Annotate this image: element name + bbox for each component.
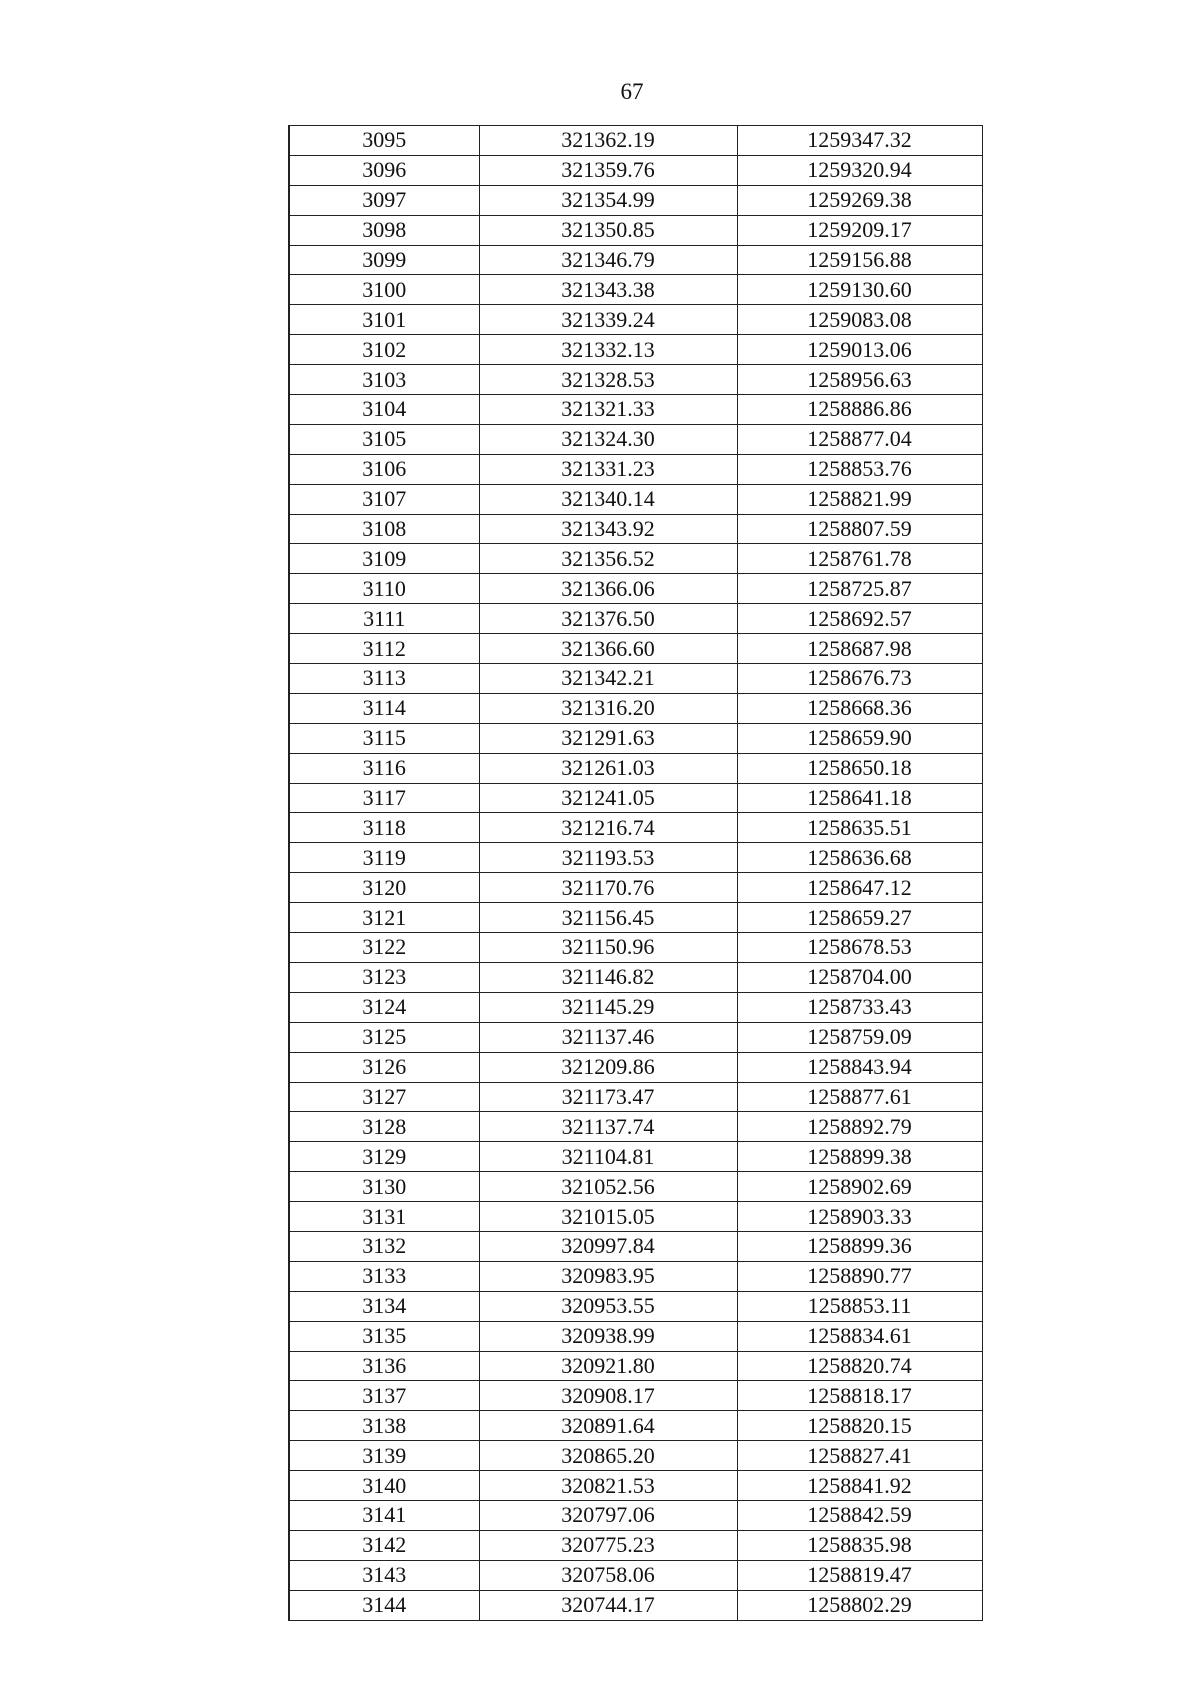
point-number-cell: 3110 — [289, 574, 479, 604]
table-row — [289, 1351, 982, 1381]
x-coordinate-cell: 321150.96 — [479, 933, 737, 963]
x-coordinate-cell: 321350.85 — [479, 215, 737, 245]
y-coordinate-cell: 1259130.60 — [737, 275, 982, 305]
x-coordinate-cell: 321339.24 — [479, 305, 737, 335]
x-coordinate-cell: 321216.74 — [479, 813, 737, 843]
point-number-cell: 3101 — [289, 305, 479, 335]
x-coordinate-cell: 320891.64 — [479, 1411, 737, 1441]
y-coordinate-cell: 1258841.92 — [737, 1471, 982, 1501]
table-row — [289, 1500, 982, 1530]
table-row — [289, 514, 982, 544]
point-number-cell: 3137 — [289, 1381, 479, 1411]
x-coordinate-cell: 321343.92 — [479, 514, 737, 544]
x-coordinate-cell: 321193.53 — [479, 843, 737, 873]
y-coordinate-cell: 1258899.36 — [737, 1231, 982, 1261]
y-coordinate-cell: 1258818.17 — [737, 1381, 982, 1411]
y-coordinate-cell: 1259347.32 — [737, 126, 982, 156]
point-number-cell: 3104 — [289, 395, 479, 425]
table-row — [289, 1471, 982, 1501]
table-row — [289, 634, 982, 664]
x-coordinate-cell: 321209.86 — [479, 1052, 737, 1082]
point-number-cell: 3141 — [289, 1500, 479, 1530]
y-coordinate-cell: 1258853.11 — [737, 1291, 982, 1321]
y-coordinate-cell: 1258636.68 — [737, 843, 982, 873]
table-row — [289, 424, 982, 454]
x-coordinate-cell: 321356.52 — [479, 544, 737, 574]
point-number-cell: 3129 — [289, 1142, 479, 1172]
point-number-cell: 3123 — [289, 962, 479, 992]
table-row — [289, 454, 982, 484]
table-row — [289, 1590, 982, 1620]
point-number-cell: 3125 — [289, 1022, 479, 1052]
table-row — [289, 275, 982, 305]
point-number-cell: 3096 — [289, 155, 479, 185]
y-coordinate-cell: 1259209.17 — [737, 215, 982, 245]
coordinates-table-body — [289, 126, 982, 1621]
point-number-cell: 3126 — [289, 1052, 479, 1082]
y-coordinate-cell: 1258641.18 — [737, 783, 982, 813]
x-coordinate-cell: 320921.80 — [479, 1351, 737, 1381]
y-coordinate-cell: 1258759.09 — [737, 1022, 982, 1052]
y-coordinate-cell: 1258650.18 — [737, 753, 982, 783]
y-coordinate-cell: 1258835.98 — [737, 1530, 982, 1560]
x-coordinate-cell: 321354.99 — [479, 185, 737, 215]
table-row — [289, 245, 982, 275]
point-number-cell: 3122 — [289, 933, 479, 963]
y-coordinate-cell: 1258819.47 — [737, 1560, 982, 1590]
y-coordinate-cell: 1258676.73 — [737, 664, 982, 694]
point-number-cell: 3143 — [289, 1560, 479, 1590]
x-coordinate-cell: 320983.95 — [479, 1261, 737, 1291]
x-coordinate-cell: 320758.06 — [479, 1560, 737, 1590]
point-number-cell: 3124 — [289, 992, 479, 1022]
table-row — [289, 1052, 982, 1082]
x-coordinate-cell: 321146.82 — [479, 962, 737, 992]
point-number-cell: 3103 — [289, 365, 479, 395]
y-coordinate-cell: 1258807.59 — [737, 514, 982, 544]
x-coordinate-cell: 320865.20 — [479, 1441, 737, 1471]
x-coordinate-cell: 320797.06 — [479, 1500, 737, 1530]
x-coordinate-cell: 321376.50 — [479, 604, 737, 634]
point-number-cell: 3142 — [289, 1530, 479, 1560]
x-coordinate-cell: 320744.17 — [479, 1590, 737, 1620]
y-coordinate-cell: 1258892.79 — [737, 1112, 982, 1142]
x-coordinate-cell: 321104.81 — [479, 1142, 737, 1172]
y-coordinate-cell: 1258725.87 — [737, 574, 982, 604]
point-number-cell: 3114 — [289, 693, 479, 723]
point-number-cell: 3135 — [289, 1321, 479, 1351]
table-row — [289, 903, 982, 933]
y-coordinate-cell: 1258843.94 — [737, 1052, 982, 1082]
x-coordinate-cell: 321362.19 — [479, 126, 737, 156]
x-coordinate-cell: 320908.17 — [479, 1381, 737, 1411]
x-coordinate-cell: 321052.56 — [479, 1172, 737, 1202]
point-number-cell: 3115 — [289, 723, 479, 753]
table-row — [289, 155, 982, 185]
x-coordinate-cell: 321366.60 — [479, 634, 737, 664]
y-coordinate-cell: 1258692.57 — [737, 604, 982, 634]
y-coordinate-cell: 1258890.77 — [737, 1261, 982, 1291]
point-number-cell: 3095 — [289, 126, 479, 156]
x-coordinate-cell: 321342.21 — [479, 664, 737, 694]
y-coordinate-cell: 1259013.06 — [737, 335, 982, 365]
point-number-cell: 3111 — [289, 604, 479, 634]
x-coordinate-cell: 321316.20 — [479, 693, 737, 723]
y-coordinate-cell: 1259156.88 — [737, 245, 982, 275]
table-row — [289, 753, 982, 783]
y-coordinate-cell: 1258902.69 — [737, 1172, 982, 1202]
table-row — [289, 335, 982, 365]
table-row — [289, 484, 982, 514]
y-coordinate-cell: 1258733.43 — [737, 992, 982, 1022]
table-row — [289, 574, 982, 604]
x-coordinate-cell: 321331.23 — [479, 454, 737, 484]
table-row — [289, 1231, 982, 1261]
point-number-cell: 3102 — [289, 335, 479, 365]
table-row — [289, 693, 982, 723]
y-coordinate-cell: 1258635.51 — [737, 813, 982, 843]
table-row — [289, 305, 982, 335]
table-row — [289, 1172, 982, 1202]
point-number-cell: 3131 — [289, 1202, 479, 1232]
table-row — [289, 1082, 982, 1112]
y-coordinate-cell: 1258956.63 — [737, 365, 982, 395]
table-row — [289, 544, 982, 574]
point-number-cell: 3136 — [289, 1351, 479, 1381]
point-number-cell: 3118 — [289, 813, 479, 843]
y-coordinate-cell: 1258704.00 — [737, 962, 982, 992]
y-coordinate-cell: 1258678.53 — [737, 933, 982, 963]
x-coordinate-cell: 321366.06 — [479, 574, 737, 604]
y-coordinate-cell: 1258668.36 — [737, 693, 982, 723]
coordinates-table — [288, 125, 983, 1621]
table-row — [289, 873, 982, 903]
point-number-cell: 3116 — [289, 753, 479, 783]
table-row — [289, 723, 982, 753]
y-coordinate-cell: 1258821.99 — [737, 484, 982, 514]
point-number-cell: 3134 — [289, 1291, 479, 1321]
point-number-cell: 3121 — [289, 903, 479, 933]
table-row — [289, 1202, 982, 1232]
y-coordinate-cell: 1258827.41 — [737, 1441, 982, 1471]
point-number-cell: 3144 — [289, 1590, 479, 1620]
table-row — [289, 1321, 982, 1351]
table-row — [289, 604, 982, 634]
table-row — [289, 1022, 982, 1052]
y-coordinate-cell: 1258903.33 — [737, 1202, 982, 1232]
table-row — [289, 1291, 982, 1321]
y-coordinate-cell: 1258820.15 — [737, 1411, 982, 1441]
table-row — [289, 783, 982, 813]
point-number-cell: 3107 — [289, 484, 479, 514]
x-coordinate-cell: 321291.63 — [479, 723, 737, 753]
table-row — [289, 1142, 982, 1172]
point-number-cell: 3120 — [289, 873, 479, 903]
point-number-cell: 3108 — [289, 514, 479, 544]
point-number-cell: 3138 — [289, 1411, 479, 1441]
y-coordinate-cell: 1258842.59 — [737, 1500, 982, 1530]
point-number-cell: 3097 — [289, 185, 479, 215]
x-coordinate-cell: 321137.74 — [479, 1112, 737, 1142]
point-number-cell: 3139 — [289, 1441, 479, 1471]
x-coordinate-cell: 320997.84 — [479, 1231, 737, 1261]
x-coordinate-cell: 321324.30 — [479, 424, 737, 454]
x-coordinate-cell: 321332.13 — [479, 335, 737, 365]
point-number-cell: 3100 — [289, 275, 479, 305]
x-coordinate-cell: 321343.38 — [479, 275, 737, 305]
table-row — [289, 185, 982, 215]
x-coordinate-cell: 320938.99 — [479, 1321, 737, 1351]
point-number-cell: 3099 — [289, 245, 479, 275]
y-coordinate-cell: 1258820.74 — [737, 1351, 982, 1381]
table-row — [289, 664, 982, 694]
table-row — [289, 1530, 982, 1560]
point-number-cell: 3105 — [289, 424, 479, 454]
point-number-cell: 3112 — [289, 634, 479, 664]
point-number-cell: 3098 — [289, 215, 479, 245]
y-coordinate-cell: 1258834.61 — [737, 1321, 982, 1351]
table-row — [289, 843, 982, 873]
x-coordinate-cell: 321173.47 — [479, 1082, 737, 1112]
y-coordinate-cell: 1259083.08 — [737, 305, 982, 335]
x-coordinate-cell: 320821.53 — [479, 1471, 737, 1501]
point-number-cell: 3128 — [289, 1112, 479, 1142]
y-coordinate-cell: 1258659.27 — [737, 903, 982, 933]
table-row — [289, 992, 982, 1022]
point-number-cell: 3130 — [289, 1172, 479, 1202]
table-row — [289, 1560, 982, 1590]
point-number-cell: 3133 — [289, 1261, 479, 1291]
x-coordinate-cell: 321015.05 — [479, 1202, 737, 1232]
table-row — [289, 1441, 982, 1471]
y-coordinate-cell: 1258659.90 — [737, 723, 982, 753]
table-row — [289, 126, 982, 156]
point-number-cell: 3117 — [289, 783, 479, 813]
y-coordinate-cell: 1258877.61 — [737, 1082, 982, 1112]
y-coordinate-cell: 1258853.76 — [737, 454, 982, 484]
x-coordinate-cell: 321241.05 — [479, 783, 737, 813]
table-row — [289, 1112, 982, 1142]
x-coordinate-cell: 321137.46 — [479, 1022, 737, 1052]
point-number-cell: 3109 — [289, 544, 479, 574]
point-number-cell: 3140 — [289, 1471, 479, 1501]
table-row — [289, 1261, 982, 1291]
table-row — [289, 962, 982, 992]
point-number-cell: 3119 — [289, 843, 479, 873]
y-coordinate-cell: 1259320.94 — [737, 155, 982, 185]
x-coordinate-cell: 321340.14 — [479, 484, 737, 514]
y-coordinate-cell: 1258647.12 — [737, 873, 982, 903]
point-number-cell: 3106 — [289, 454, 479, 484]
x-coordinate-cell: 321170.76 — [479, 873, 737, 903]
y-coordinate-cell: 1258761.78 — [737, 544, 982, 574]
x-coordinate-cell: 320775.23 — [479, 1530, 737, 1560]
y-coordinate-cell: 1258877.04 — [737, 424, 982, 454]
x-coordinate-cell: 321328.53 — [479, 365, 737, 395]
x-coordinate-cell: 321156.45 — [479, 903, 737, 933]
table-row — [289, 215, 982, 245]
page-number: 67 — [620, 79, 644, 104]
table-row — [289, 1411, 982, 1441]
x-coordinate-cell: 321145.29 — [479, 992, 737, 1022]
x-coordinate-cell: 320953.55 — [479, 1291, 737, 1321]
table-row — [289, 813, 982, 843]
y-coordinate-cell: 1258886.86 — [737, 395, 982, 425]
point-number-cell: 3113 — [289, 664, 479, 694]
table-row — [289, 365, 982, 395]
x-coordinate-cell: 321261.03 — [479, 753, 737, 783]
table-row — [289, 395, 982, 425]
table-row — [289, 1381, 982, 1411]
x-coordinate-cell: 321346.79 — [479, 245, 737, 275]
y-coordinate-cell: 1259269.38 — [737, 185, 982, 215]
point-number-cell: 3127 — [289, 1082, 479, 1112]
table-row — [289, 933, 982, 963]
x-coordinate-cell: 321321.33 — [479, 395, 737, 425]
y-coordinate-cell: 1258899.38 — [737, 1142, 982, 1172]
x-coordinate-cell: 321359.76 — [479, 155, 737, 185]
y-coordinate-cell: 1258687.98 — [737, 634, 982, 664]
y-coordinate-cell: 1258802.29 — [737, 1590, 982, 1620]
point-number-cell: 3132 — [289, 1231, 479, 1261]
